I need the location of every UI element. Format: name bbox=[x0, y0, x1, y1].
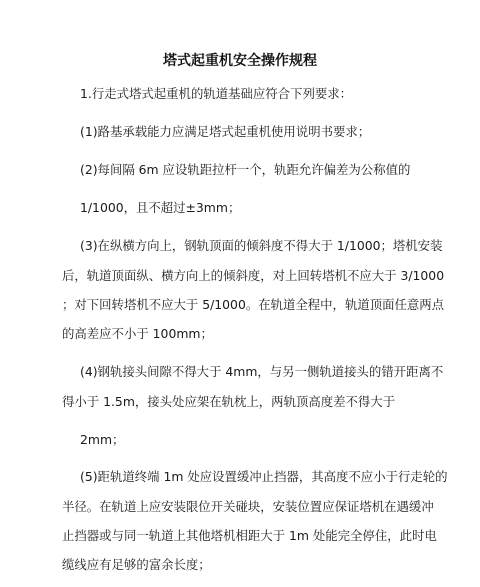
text-line: 1/1000，且不超过±3mm； bbox=[80, 200, 241, 215]
text-line: (2)每间隔 6m 应设轨距拉杆一个，轨距允许偏差为公称值的 bbox=[80, 162, 411, 177]
text-line: ；对下回转塔机不应大于 5/1000。在轨道全程中，轨道顶面任意两点 bbox=[62, 297, 445, 312]
text-line: 1.行走式塔式起重机的轨道基础应符合下列要求： bbox=[80, 86, 353, 101]
text-line: 后，轨道顶面纵、横方向上的倾斜度，对上回转塔机不应大于 3/1000 bbox=[62, 268, 445, 283]
text-line: 半径。在轨道上应安装限位开关碰块，安装位置应保证塔机在遇缓冲 bbox=[62, 499, 434, 514]
text-line: 缆线应有足够的富余长度； bbox=[62, 557, 211, 572]
text-line: (3)在纵横方向上，钢轨顶面的倾斜度不得大于 1/1000；塔机安装 bbox=[80, 238, 443, 253]
text-line: (5)距轨道终端 1m 处应设置缓冲止挡器，其高度不应小于行走轮的 bbox=[80, 469, 448, 484]
text-line: 得小于 1.5m，接头处应架在轨枕上，两轨顶高度差不得大于 bbox=[62, 394, 396, 409]
text-line: (1)路基承载能力应满足塔式起重机使用说明书要求； bbox=[80, 124, 371, 139]
document-title: 塔式起重机安全操作规程 bbox=[163, 53, 317, 69]
text-line: 止挡器或与同一轨道上其他塔机相距大于 1m 处能完全停住，此时电 bbox=[62, 528, 437, 543]
text-line: 的高差应不小于 100mm； bbox=[62, 326, 213, 341]
text-line: (4)钢轨接头间隙不得大于 4mm，与另一侧轨道接头的错开距离不 bbox=[80, 364, 444, 379]
text-line: 2mm； bbox=[80, 432, 125, 447]
